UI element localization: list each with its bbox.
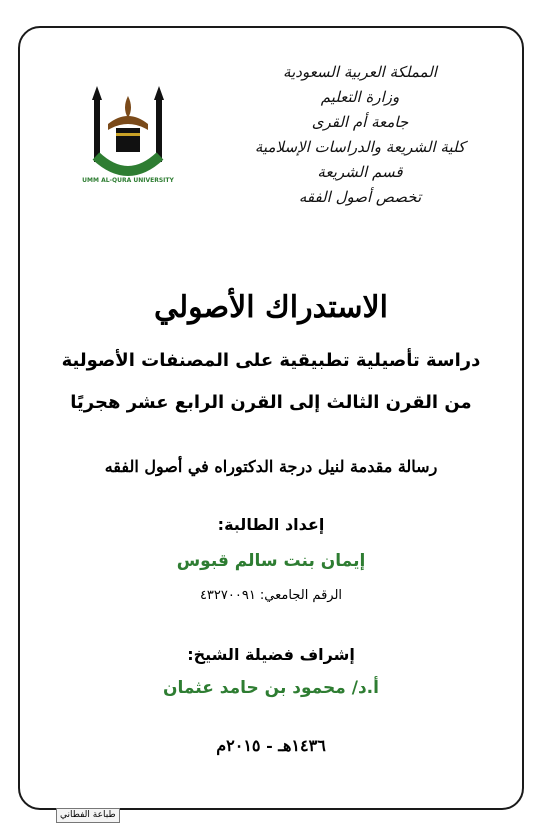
- thesis-subtitle-line2: من القرن الثالث إلى القرن الرابع عشر هجريًا: [70, 392, 472, 413]
- thesis-degree-statement: رسالة مقدمة لنيل درجة الدكتوراه في أصول الفقه: [104, 457, 438, 476]
- logo-caption: UMM AL-QURA UNIVERSITY: [82, 177, 174, 184]
- header-line-university: جامعة أم القرى: [311, 113, 409, 131]
- supervisor-name: أ.د/ محمود بن حامد عثمان: [163, 678, 379, 698]
- header-line-specialization: تخصص أصول الفقه: [298, 188, 422, 206]
- header-line-department: قسم الشريعة: [317, 163, 403, 181]
- header-line-ministry: وزارة التعليم: [320, 88, 400, 106]
- publication-date: ١٤٣٦هـ - ٢٠١٥م: [216, 736, 326, 755]
- thesis-title: الاستدراك الأصولي: [154, 290, 388, 325]
- printer-stamp: طباعة الفطاني: [56, 808, 120, 823]
- supervisor-label: إشراف فضيلة الشيخ:: [187, 645, 355, 664]
- institution-header: [240, 60, 480, 210]
- university-logo-icon: [82, 78, 174, 188]
- preparer-label: إعداد الطالبة:: [217, 515, 325, 534]
- header-line-country: المملكة العربية السعودية: [283, 63, 437, 81]
- student-name: إيمان بنت سالم قبوس: [176, 551, 366, 571]
- university-id: الرقم الجامعي: ٤٣٢٧٠٠٩١: [199, 588, 343, 603]
- thesis-subtitle-line1: دراسة تأصيلية تطبيقية على المصنفات الأصولية: [61, 350, 481, 371]
- header-line-college: كلية الشريعة والدراسات الإسلامية: [254, 138, 466, 156]
